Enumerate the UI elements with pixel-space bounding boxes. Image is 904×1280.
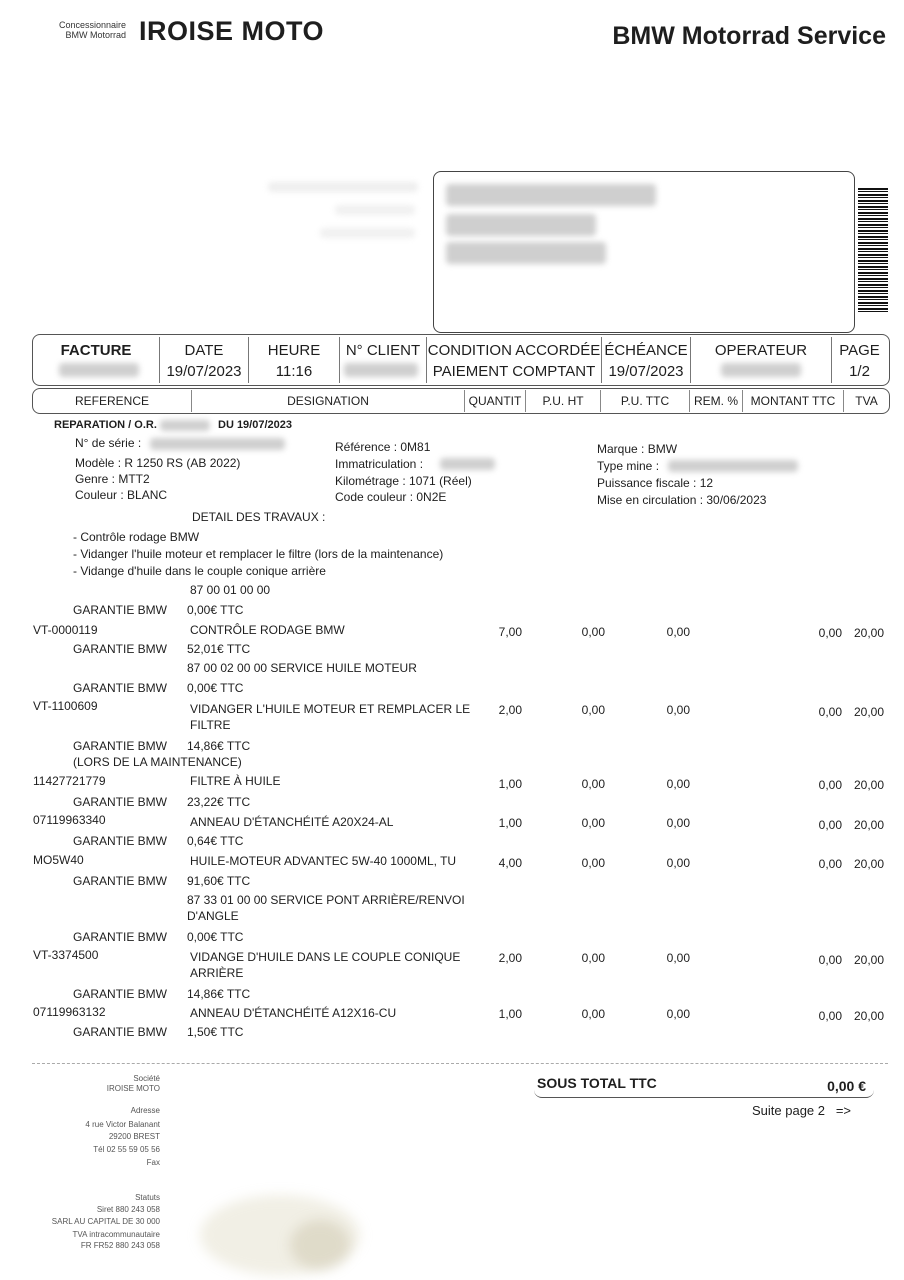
redacted-faint-text	[320, 228, 415, 238]
date-cell	[160, 335, 248, 385]
recipient-address-box	[433, 171, 855, 333]
subtotal-box	[534, 1073, 874, 1098]
tva-number: FR FR52 880 243 058	[80, 1241, 160, 1250]
line-pu-ht: 0,00	[581, 703, 605, 717]
societe-value: IROISE MOTO	[106, 1084, 160, 1093]
redacted-city	[446, 242, 606, 264]
page-value: 1/2	[849, 363, 870, 380]
client-label: N° CLIENT	[345, 342, 421, 359]
barcode	[858, 188, 888, 313]
line-tva: 20,00	[853, 626, 884, 640]
line-pu-ttc: 0,00	[666, 816, 690, 830]
line-tva: 20,00	[853, 778, 884, 792]
line-desc: ANNEAU D'ÉTANCHÉITÉ A12X16-CU	[190, 1006, 397, 1020]
line-qty: 2,00	[498, 703, 522, 717]
col-reference: REFERENCE	[74, 394, 149, 408]
statuts-label: Statuts	[135, 1193, 160, 1202]
redacted-immat	[440, 458, 495, 470]
line-tva: 20,00	[853, 953, 884, 967]
adresse-line2: 29200 BREST	[108, 1132, 160, 1141]
line-ref: 11427721779	[33, 774, 106, 788]
repair-title: REPARATION / O.R.	[54, 419, 157, 431]
repair-date: DU 19/07/2023	[218, 419, 292, 431]
line-desc: HUILE-MOTEUR ADVANTEC 5W-40 1000ML, TU	[190, 854, 457, 868]
concession-label	[46, 20, 126, 40]
fax: Fax	[146, 1158, 160, 1167]
column-header-row	[32, 388, 890, 414]
warranty-amount: 14,86€ TTC	[187, 739, 251, 753]
line-ref: 07119963340	[33, 813, 106, 827]
warranty-label: GARANTIE BMW	[73, 795, 168, 809]
warranty-amount: 0,00€ TTC	[187, 603, 244, 617]
warranty-label: GARANTIE BMW	[73, 681, 168, 695]
group-code: 87 00 02 00 00 SERVICE HUILE MOTEUR	[187, 661, 417, 675]
line-pu-ttc: 0,00	[666, 625, 690, 639]
line-pu-ttc: 0,00	[666, 703, 690, 717]
heure-cell	[249, 335, 339, 385]
date-value: 19/07/2023	[166, 363, 242, 380]
model: Modèle : R 1250 RS (AB 2022)	[75, 456, 241, 470]
condition-value: PAIEMENT COMPTANT	[432, 363, 596, 380]
line-desc: FILTRE À HUILE	[190, 774, 281, 788]
capital: SARL AU CAPITAL DE 30 000	[51, 1217, 160, 1226]
warranty-amount: 0,00€ TTC	[187, 681, 244, 695]
echeance-label: ÉCHÉANCE	[604, 342, 688, 359]
societe-label: Société	[133, 1074, 160, 1083]
warranty-note: (LORS DE LA MAINTENANCE)	[73, 755, 242, 769]
line-qty: 1,00	[498, 777, 522, 791]
col-quantity: QUANTIT	[468, 394, 522, 408]
footer-divider	[32, 1063, 888, 1064]
warranty-label: GARANTIE BMW	[73, 930, 168, 944]
dealer-name: IROISE MOTO	[139, 16, 325, 46]
line-tva: 20,00	[853, 1009, 884, 1023]
line-montant: 0,00	[818, 778, 842, 792]
line-tva: 20,00	[853, 705, 884, 719]
operateur-label: OPERATEUR	[714, 342, 808, 359]
genre: Genre : MTT2	[75, 472, 150, 486]
warranty-label: GARANTIE BMW	[73, 874, 168, 888]
line-montant: 0,00	[818, 818, 842, 832]
warranty-amount: 91,60€ TTC	[187, 874, 251, 888]
redacted-operator	[721, 363, 801, 377]
adresse-label: Adresse	[130, 1106, 160, 1115]
client-cell	[340, 335, 426, 385]
travaux-item: - Contrôle rodage BMW	[73, 530, 200, 544]
couleur: Couleur : BLANC	[75, 488, 168, 502]
puissance: Puissance fiscale : 12	[597, 476, 714, 490]
col-rem: REM. %	[693, 394, 738, 408]
line-pu-ttc: 0,00	[666, 856, 690, 870]
condition-cell	[427, 335, 601, 385]
line-qty: 2,00	[498, 951, 522, 965]
group-code: 87 00 01 00 00	[190, 583, 271, 597]
redacted-invoice-number	[59, 363, 139, 377]
heure-label: HEURE	[267, 342, 321, 359]
kilometrage: Kilométrage : 1071 (Réel)	[335, 474, 472, 488]
reference: Référence : 0M81	[335, 440, 431, 454]
line-desc: VIDANGE D'HUILE DANS LE COUPLE CONIQUE	[190, 950, 461, 964]
redacted-faint-text	[335, 205, 415, 215]
mise-circulation: Mise en circulation : 30/06/2023	[597, 493, 767, 507]
redacted-address	[446, 214, 596, 236]
line-pu-ttc: 0,00	[666, 951, 690, 965]
line-pu-ht: 0,00	[581, 951, 605, 965]
group-code-cont: D'ANGLE	[187, 909, 239, 923]
line-qty: 4,00	[498, 856, 522, 870]
warranty-label: GARANTIE BMW	[73, 603, 168, 617]
line-ref: VT-0000119	[33, 623, 98, 637]
col-tva: TVA	[855, 394, 878, 408]
line-ref: 07119963132	[33, 1005, 106, 1019]
date-label: DATE	[184, 342, 224, 359]
facture-label: FACTURE	[60, 342, 132, 359]
line-pu-ht: 0,00	[581, 1007, 605, 1021]
page-cell	[832, 335, 887, 385]
line-qty: 7,00	[498, 625, 522, 639]
condition-label: CONDITION ACCORDÉE	[427, 342, 601, 359]
col-designation: DESIGNATION	[287, 394, 369, 408]
redacted-faint-text	[268, 182, 418, 192]
adresse-line1: 4 rue Victor Balanant	[85, 1120, 160, 1129]
tva-intra-label: TVA intracommunautaire	[72, 1230, 160, 1239]
warranty-amount: 1,50€ TTC	[187, 1025, 244, 1039]
line-desc-cont: FILTRE	[190, 718, 231, 732]
line-montant: 0,00	[818, 953, 842, 967]
line-qty: 1,00	[498, 1007, 522, 1021]
line-ref: MO5W40	[33, 853, 84, 867]
line-montant: 0,00	[818, 857, 842, 871]
line-ref: VT-3374500	[33, 948, 99, 962]
continued-note: Suite page 2 =>	[752, 1103, 852, 1118]
warranty-amount: 52,01€ TTC	[187, 642, 251, 656]
code-couleur: Code couleur : 0N2E	[335, 490, 447, 504]
echeance-cell	[602, 335, 690, 385]
echeance-value: 19/07/2023	[608, 363, 684, 380]
warranty-label: GARANTIE BMW	[73, 739, 168, 753]
line-ref: VT-1100609	[33, 699, 98, 713]
line-desc-cont: ARRIÈRE	[190, 966, 244, 980]
invoice-header-table	[32, 334, 890, 386]
concession-line2: BMW Motorrad	[65, 30, 126, 40]
line-pu-ht: 0,00	[581, 625, 605, 639]
line-desc: CONTRÔLE RODAGE BMW	[190, 623, 345, 637]
line-pu-ht: 0,00	[581, 777, 605, 791]
line-montant: 0,00	[818, 626, 842, 640]
warranty-label: GARANTIE BMW	[73, 642, 168, 656]
service-title: BMW Motorrad Service	[612, 22, 886, 50]
page-label: PAGE	[839, 342, 880, 359]
travaux-item: - Vidange d'huile dans le couple conique arrière	[73, 564, 326, 578]
line-montant: 0,00	[818, 705, 842, 719]
line-pu-ttc: 0,00	[666, 777, 690, 791]
immat-label: Immatriculation :	[335, 457, 424, 471]
line-tva: 20,00	[853, 857, 884, 871]
siret: Siret 880 243 058	[96, 1205, 160, 1214]
col-montant: MONTANT TTC	[750, 394, 836, 408]
line-tva: 20,00	[853, 818, 884, 832]
redacted-name	[446, 184, 656, 206]
warranty-amount: 14,86€ TTC	[187, 987, 251, 1001]
serial-label: N° de série :	[75, 436, 142, 450]
subtotal-value: 0,00 €	[827, 1078, 866, 1094]
facture-cell	[33, 335, 159, 385]
line-pu-ttc: 0,00	[666, 1007, 690, 1021]
travaux-item: - Vidanger l'huile moteur et remplacer le filtre (lors de la maintenance)	[73, 547, 444, 561]
col-pu-ttc: P.U. TTC	[620, 394, 670, 408]
col-pu-ht: P.U. HT	[542, 394, 584, 408]
line-desc: ANNEAU D'ÉTANCHÉITÉ A20X24-AL	[190, 815, 394, 829]
redacted-serial	[150, 438, 285, 450]
warranty-label: GARANTIE BMW	[73, 987, 168, 1001]
type-mine-label: Type mine :	[597, 459, 660, 473]
group-code: 87 33 01 00 00 SERVICE PONT ARRIÈRE/RENVOI	[187, 893, 465, 907]
warranty-label: GARANTIE BMW	[73, 1025, 168, 1039]
warranty-amount: 23,22€ TTC	[187, 795, 251, 809]
operateur-cell	[691, 335, 831, 385]
warranty-amount: 0,64€ TTC	[187, 834, 244, 848]
redacted-client-number	[344, 363, 418, 377]
redacted-type-mine	[668, 460, 798, 472]
heure-value: 11:16	[275, 363, 313, 380]
paper-stain	[290, 1220, 350, 1270]
concession-line1: Concessionnaire	[58, 20, 126, 30]
warranty-amount: 0,00€ TTC	[187, 930, 244, 944]
line-qty: 1,00	[498, 816, 522, 830]
line-desc: VIDANGER L'HUILE MOTEUR ET REMPLACER LE	[190, 702, 471, 716]
warranty-label: GARANTIE BMW	[73, 834, 168, 848]
line-pu-ht: 0,00	[581, 856, 605, 870]
subtotal-label: SOUS TOTAL TTC	[537, 1075, 657, 1091]
marque: Marque : BMW	[597, 442, 678, 456]
line-montant: 0,00	[818, 1009, 842, 1023]
redacted-or-number	[160, 420, 210, 431]
telephone: Tél 02 55 59 05 56	[93, 1145, 160, 1154]
travaux-title: DETAIL DES TRAVAUX :	[192, 510, 326, 524]
line-pu-ht: 0,00	[581, 816, 605, 830]
